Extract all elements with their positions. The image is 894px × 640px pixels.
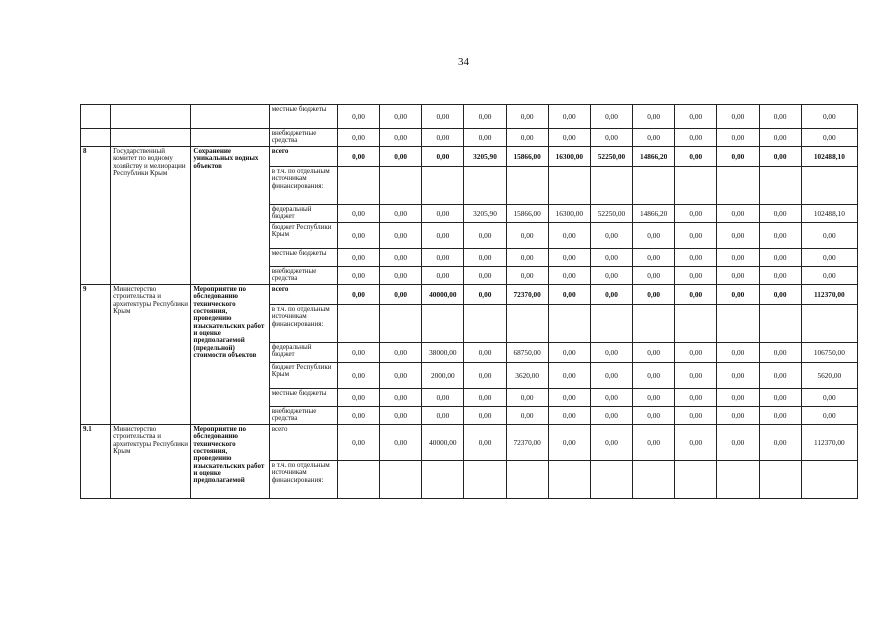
value-cell: 0,00 xyxy=(422,223,464,249)
value-cell: 106750,00 xyxy=(801,343,857,363)
value-cell: 0,00 xyxy=(464,343,506,363)
responsible-cell xyxy=(111,129,191,147)
value-cell: 0,00 xyxy=(675,407,717,425)
value-cell: 0,00 xyxy=(506,267,548,285)
value-cell: 0,00 xyxy=(464,389,506,407)
value-cell: 52250,00 xyxy=(590,147,632,167)
event-cell: Мероприятие по обследованию технического состояния, проведению изыскательских работ и оценке предполагаемой (предельной) стоимости объектов xyxy=(191,285,269,425)
value-cell: 0,00 xyxy=(548,285,590,305)
value-cell: 0,00 xyxy=(675,105,717,129)
value-cell: 0,00 xyxy=(633,249,675,267)
value-cell: 0,00 xyxy=(717,285,759,305)
source-cell: внебюджетные средства xyxy=(269,267,337,285)
row-index-cell xyxy=(81,105,111,129)
value-cell: 0,00 xyxy=(464,129,506,147)
value-cell: 0,00 xyxy=(380,285,422,305)
value-cell: 0,00 xyxy=(633,105,675,129)
value-cell: 0,00 xyxy=(590,223,632,249)
value-cell: 0,00 xyxy=(759,363,801,389)
value-cell: 0,00 xyxy=(717,425,759,461)
source-cell: всего xyxy=(269,425,337,461)
value-cell: 0,00 xyxy=(633,129,675,147)
value-cell: 15866,00 xyxy=(506,147,548,167)
value-cell xyxy=(801,167,857,205)
value-cell xyxy=(717,167,759,205)
table-row xyxy=(81,129,858,147)
value-cell: 0,00 xyxy=(675,205,717,223)
value-cell: 0,00 xyxy=(675,129,717,147)
value-cell: 0,00 xyxy=(548,129,590,147)
value-cell: 52250,00 xyxy=(590,205,632,223)
value-cell: 0,00 xyxy=(717,249,759,267)
value-cell: 0,00 xyxy=(422,389,464,407)
value-cell: 0,00 xyxy=(337,407,379,425)
value-cell: 102488,10 xyxy=(801,147,857,167)
value-cell: 0,00 xyxy=(675,223,717,249)
source-cell: всего xyxy=(269,285,337,305)
value-cell: 0,00 xyxy=(590,389,632,407)
value-cell xyxy=(801,461,857,499)
value-cell: 0,00 xyxy=(380,129,422,147)
value-cell: 72370,00 xyxy=(506,425,548,461)
value-cell: 0,00 xyxy=(464,285,506,305)
value-cell: 0,00 xyxy=(422,249,464,267)
value-cell: 0,00 xyxy=(759,425,801,461)
value-cell xyxy=(337,305,379,343)
value-cell: 0,00 xyxy=(506,129,548,147)
value-cell xyxy=(633,305,675,343)
value-cell: 0,00 xyxy=(548,267,590,285)
value-cell xyxy=(590,461,632,499)
value-cell: 16300,00 xyxy=(548,205,590,223)
value-cell: 0,00 xyxy=(464,105,506,129)
value-cell: 102488,10 xyxy=(801,205,857,223)
value-cell: 0,00 xyxy=(590,407,632,425)
value-cell: 0,00 xyxy=(380,267,422,285)
value-cell: 0,00 xyxy=(801,407,857,425)
value-cell: 40000,00 xyxy=(422,285,464,305)
value-cell: 0,00 xyxy=(801,249,857,267)
value-cell: 0,00 xyxy=(380,343,422,363)
value-cell: 0,00 xyxy=(422,205,464,223)
value-cell: 0,00 xyxy=(759,343,801,363)
value-cell: 14866,20 xyxy=(633,147,675,167)
responsible-cell xyxy=(111,105,191,129)
value-cell: 0,00 xyxy=(759,129,801,147)
value-cell: 0,00 xyxy=(675,147,717,167)
source-cell: бюджет Республики Крым xyxy=(269,223,337,249)
responsible-cell: Министерство строительства и архитектуры Республики Крым xyxy=(111,425,191,499)
value-cell: 0,00 xyxy=(717,129,759,147)
value-cell: 0,00 xyxy=(801,267,857,285)
value-cell: 0,00 xyxy=(337,105,379,129)
event-cell: Сохранение уникальных водных объектов xyxy=(191,147,269,285)
value-cell: 0,00 xyxy=(464,363,506,389)
value-cell: 0,00 xyxy=(675,343,717,363)
row-index-cell: 9 xyxy=(81,285,111,425)
value-cell: 0,00 xyxy=(633,285,675,305)
value-cell xyxy=(801,305,857,343)
value-cell: 0,00 xyxy=(633,425,675,461)
value-cell: 0,00 xyxy=(759,407,801,425)
budget-table xyxy=(80,104,858,499)
value-cell: 0,00 xyxy=(422,267,464,285)
value-cell xyxy=(380,305,422,343)
value-cell xyxy=(422,461,464,499)
value-cell: 0,00 xyxy=(422,105,464,129)
value-cell: 0,00 xyxy=(590,285,632,305)
value-cell: 0,00 xyxy=(380,407,422,425)
source-cell: бюджет Республики Крым xyxy=(269,363,337,389)
value-cell: 3205,90 xyxy=(464,205,506,223)
value-cell: 0,00 xyxy=(675,285,717,305)
value-cell: 0,00 xyxy=(380,105,422,129)
value-cell xyxy=(633,167,675,205)
value-cell: 0,00 xyxy=(675,389,717,407)
value-cell xyxy=(759,461,801,499)
value-cell: 0,00 xyxy=(759,267,801,285)
value-cell xyxy=(464,461,506,499)
value-cell: 0,00 xyxy=(590,267,632,285)
value-cell: 0,00 xyxy=(759,249,801,267)
value-cell: 0,00 xyxy=(506,389,548,407)
value-cell: 0,00 xyxy=(675,363,717,389)
value-cell: 0,00 xyxy=(590,105,632,129)
value-cell: 0,00 xyxy=(759,105,801,129)
value-cell: 0,00 xyxy=(717,389,759,407)
value-cell: 0,00 xyxy=(717,223,759,249)
source-cell: всего xyxy=(269,147,337,167)
table-row xyxy=(81,285,858,305)
value-cell: 0,00 xyxy=(380,147,422,167)
value-cell: 0,00 xyxy=(464,223,506,249)
value-cell xyxy=(337,461,379,499)
value-cell: 0,00 xyxy=(675,425,717,461)
value-cell xyxy=(759,305,801,343)
value-cell: 0,00 xyxy=(633,363,675,389)
value-cell xyxy=(675,305,717,343)
value-cell: 0,00 xyxy=(590,129,632,147)
value-cell: 0,00 xyxy=(464,407,506,425)
source-cell: местные бюджеты xyxy=(269,389,337,407)
value-cell: 0,00 xyxy=(717,267,759,285)
value-cell: 0,00 xyxy=(548,223,590,249)
value-cell: 112370,00 xyxy=(801,285,857,305)
value-cell: 0,00 xyxy=(337,389,379,407)
value-cell: 0,00 xyxy=(548,249,590,267)
value-cell: 68750,00 xyxy=(506,343,548,363)
value-cell: 0,00 xyxy=(380,249,422,267)
value-cell: 0,00 xyxy=(506,249,548,267)
value-cell: 0,00 xyxy=(506,105,548,129)
table-row xyxy=(81,425,858,461)
value-cell: 0,00 xyxy=(801,389,857,407)
value-cell: 15866,00 xyxy=(506,205,548,223)
value-cell: 0,00 xyxy=(717,205,759,223)
value-cell: 0,00 xyxy=(801,223,857,249)
value-cell: 0,00 xyxy=(675,267,717,285)
value-cell: 16300,00 xyxy=(548,147,590,167)
value-cell: 0,00 xyxy=(380,223,422,249)
value-cell: 38000,00 xyxy=(422,343,464,363)
responsible-cell: Министерство строительства и архитектуры Республики Крым xyxy=(111,285,191,425)
value-cell xyxy=(633,461,675,499)
row-index-cell: 8 xyxy=(81,147,111,285)
value-cell: 0,00 xyxy=(590,343,632,363)
value-cell: 0,00 xyxy=(759,285,801,305)
value-cell: 0,00 xyxy=(759,147,801,167)
value-cell: 0,00 xyxy=(464,249,506,267)
value-cell: 0,00 xyxy=(337,363,379,389)
value-cell: 0,00 xyxy=(464,425,506,461)
event-cell xyxy=(191,129,269,147)
value-cell xyxy=(380,461,422,499)
source-cell: в т.ч. по отдельным источникам финансирования: xyxy=(269,305,337,343)
value-cell: 0,00 xyxy=(548,389,590,407)
source-cell: в т.ч. по отдельным источникам финансирования: xyxy=(269,167,337,205)
value-cell xyxy=(422,167,464,205)
value-cell: 0,00 xyxy=(717,343,759,363)
value-cell: 0,00 xyxy=(337,223,379,249)
source-cell: местные бюджеты xyxy=(269,105,337,129)
value-cell: 0,00 xyxy=(717,105,759,129)
value-cell: 0,00 xyxy=(337,425,379,461)
source-cell: в т.ч. по отдельным источникам финансирования: xyxy=(269,461,337,499)
source-cell: федеральный бюджет xyxy=(269,343,337,363)
value-cell: 0,00 xyxy=(380,425,422,461)
value-cell: 0,00 xyxy=(759,223,801,249)
value-cell: 0,00 xyxy=(548,363,590,389)
value-cell: 0,00 xyxy=(337,129,379,147)
value-cell: 0,00 xyxy=(717,147,759,167)
value-cell: 0,00 xyxy=(337,343,379,363)
value-cell: 0,00 xyxy=(759,205,801,223)
value-cell: 0,00 xyxy=(801,105,857,129)
value-cell: 0,00 xyxy=(337,147,379,167)
value-cell xyxy=(506,167,548,205)
value-cell: 14866,20 xyxy=(633,205,675,223)
value-cell: 0,00 xyxy=(337,249,379,267)
value-cell xyxy=(590,167,632,205)
responsible-cell: Государственный комитет по водному хозяйству и мелиорации Республики Крым xyxy=(111,147,191,285)
value-cell: 3205,90 xyxy=(464,147,506,167)
value-cell: 0,00 xyxy=(633,407,675,425)
value-cell: 0,00 xyxy=(380,205,422,223)
value-cell xyxy=(548,305,590,343)
value-cell: 0,00 xyxy=(633,267,675,285)
value-cell: 0,00 xyxy=(422,129,464,147)
value-cell: 0,00 xyxy=(801,129,857,147)
value-cell: 0,00 xyxy=(548,407,590,425)
value-cell: 0,00 xyxy=(633,343,675,363)
source-cell: местные бюджеты xyxy=(269,249,337,267)
source-cell: федеральный бюджет xyxy=(269,205,337,223)
source-cell: внебюджетные средства xyxy=(269,129,337,147)
value-cell: 0,00 xyxy=(337,267,379,285)
value-cell: 0,00 xyxy=(717,363,759,389)
table-row xyxy=(81,147,858,167)
event-cell xyxy=(191,105,269,129)
value-cell: 0,00 xyxy=(506,223,548,249)
value-cell: 0,00 xyxy=(337,285,379,305)
value-cell xyxy=(506,461,548,499)
value-cell: 2000,00 xyxy=(422,363,464,389)
value-cell: 0,00 xyxy=(464,267,506,285)
value-cell: 0,00 xyxy=(337,205,379,223)
row-index-cell: 9.1 xyxy=(81,425,111,499)
value-cell: 0,00 xyxy=(422,407,464,425)
value-cell: 0,00 xyxy=(675,249,717,267)
value-cell: 0,00 xyxy=(380,389,422,407)
value-cell: 0,00 xyxy=(590,249,632,267)
value-cell xyxy=(464,305,506,343)
value-cell: 0,00 xyxy=(506,407,548,425)
value-cell xyxy=(759,167,801,205)
value-cell xyxy=(506,305,548,343)
event-cell: Мероприятие по обследованию технического состояния, проведению изыскательских работ и оценке предполагаемой xyxy=(191,425,269,499)
value-cell xyxy=(380,167,422,205)
value-cell: 0,00 xyxy=(633,389,675,407)
value-cell: 0,00 xyxy=(380,363,422,389)
value-cell xyxy=(717,461,759,499)
value-cell xyxy=(590,305,632,343)
value-cell: 0,00 xyxy=(590,363,632,389)
value-cell: 0,00 xyxy=(422,147,464,167)
value-cell: 3620,00 xyxy=(506,363,548,389)
value-cell xyxy=(337,167,379,205)
table-row xyxy=(81,105,858,129)
value-cell: 0,00 xyxy=(548,343,590,363)
value-cell: 0,00 xyxy=(759,389,801,407)
value-cell xyxy=(548,461,590,499)
value-cell: 112370,00 xyxy=(801,425,857,461)
value-cell xyxy=(548,167,590,205)
value-cell xyxy=(717,305,759,343)
value-cell: 5620,00 xyxy=(801,363,857,389)
value-cell: 72370,00 xyxy=(506,285,548,305)
page-number: 34 xyxy=(458,56,469,68)
value-cell: 0,00 xyxy=(548,425,590,461)
value-cell: 0,00 xyxy=(590,425,632,461)
value-cell: 0,00 xyxy=(633,223,675,249)
value-cell: 0,00 xyxy=(548,105,590,129)
value-cell xyxy=(464,167,506,205)
row-index-cell xyxy=(81,129,111,147)
value-cell: 0,00 xyxy=(717,407,759,425)
source-cell: внебюджетные средства xyxy=(269,407,337,425)
value-cell xyxy=(422,305,464,343)
value-cell: 40000,00 xyxy=(422,425,464,461)
value-cell xyxy=(675,461,717,499)
value-cell xyxy=(675,167,717,205)
